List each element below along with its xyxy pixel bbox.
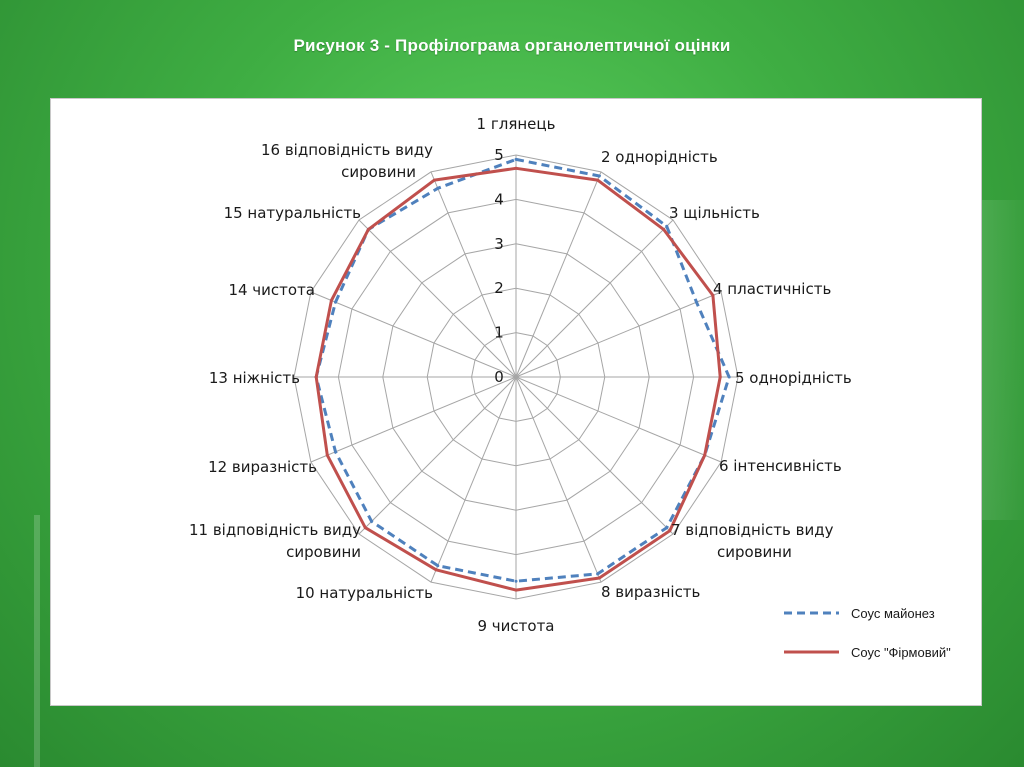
series-1-point-11 — [370, 520, 373, 523]
category-label-5: 5 однорідність — [735, 369, 852, 387]
category-label-1: 1 глянець — [476, 115, 556, 133]
chart-legend — [784, 606, 951, 660]
series-1-point-8 — [596, 572, 599, 575]
spoke-7 — [516, 377, 673, 534]
series-1-point-3 — [665, 225, 668, 228]
series-1-point-5 — [728, 376, 731, 379]
spoke-2 — [516, 172, 601, 377]
background-decoration-left — [34, 515, 40, 767]
spoke-3 — [516, 220, 673, 377]
series-1-point-4 — [695, 301, 698, 304]
tick-label-3: 3 — [494, 234, 504, 253]
background-decoration-right — [982, 200, 1024, 520]
spoke-8 — [516, 377, 601, 582]
spoke-14 — [311, 292, 516, 377]
spoke-10 — [431, 377, 516, 582]
series-2-point-2 — [596, 179, 599, 182]
series-2-point-1 — [515, 167, 518, 170]
series-2-point-14 — [330, 299, 333, 302]
category-label-2: 2 однорідність — [601, 148, 718, 166]
series-1-point-9 — [515, 580, 518, 583]
series-1-point-14 — [334, 301, 337, 304]
series-2-point-11 — [364, 526, 367, 529]
series-2-point-15 — [367, 228, 370, 231]
series-2-point-13 — [315, 376, 318, 379]
category-label-12: 12 виразність — [208, 458, 317, 476]
category-label-15: 15 натуральність — [223, 204, 361, 222]
category-label-8: 8 виразність — [601, 583, 701, 601]
tick-label-1: 1 — [494, 323, 504, 342]
series-1-point-7 — [665, 526, 668, 529]
series-2-point-16 — [433, 179, 436, 182]
category-label-7: 7 відповідність виду сировини — [671, 521, 834, 561]
series-2-point-3 — [662, 228, 665, 231]
spoke-4 — [516, 292, 721, 377]
series-2-point-12 — [326, 454, 329, 457]
spoke-12 — [311, 377, 516, 462]
chart-frame — [50, 98, 982, 706]
category-label-13: 13 ніжність — [208, 369, 300, 387]
legend-label-2: Соус "Фірмовий" — [851, 645, 951, 660]
series-1-point-16 — [436, 187, 439, 190]
radar-tick-labels — [494, 146, 504, 386]
spoke-6 — [516, 377, 721, 462]
series-1-point-2 — [598, 175, 601, 178]
category-label-6: 6 інтенсивність — [719, 457, 842, 475]
tick-label-0: 0 — [494, 368, 504, 386]
series-2-point-8 — [598, 577, 601, 580]
slide-title: Рисунок 3 - Профілограма органолептичної оцінки — [293, 36, 731, 55]
tick-label-5: 5 — [494, 146, 504, 164]
category-label-16: 16 відповідність виду сировини — [260, 141, 433, 181]
series-2-point-5 — [719, 376, 722, 379]
tick-label-2: 2 — [494, 279, 504, 298]
series-1-point-1 — [515, 158, 518, 161]
radar-chart — [51, 99, 981, 705]
series-1-point-12 — [334, 450, 337, 453]
series-1-point-10 — [436, 564, 439, 567]
category-label-14: 14 чистота — [228, 281, 315, 299]
spoke-15 — [359, 220, 516, 377]
series-2-point-6 — [703, 454, 706, 457]
spoke-11 — [359, 377, 516, 534]
category-label-9: 9 чистота — [477, 617, 555, 635]
legend-label-1: Соус майонез — [851, 606, 935, 621]
series-2-point-9 — [515, 589, 518, 592]
tick-label-4: 4 — [494, 190, 504, 209]
category-label-3: 3 щільність — [669, 204, 760, 222]
category-label-11: 11 відповідність виду сировини — [188, 521, 361, 561]
series-2-point-10 — [435, 568, 438, 571]
category-label-10: 10 натуральність — [295, 584, 433, 602]
category-label-4: 4 пластичність — [713, 280, 832, 298]
